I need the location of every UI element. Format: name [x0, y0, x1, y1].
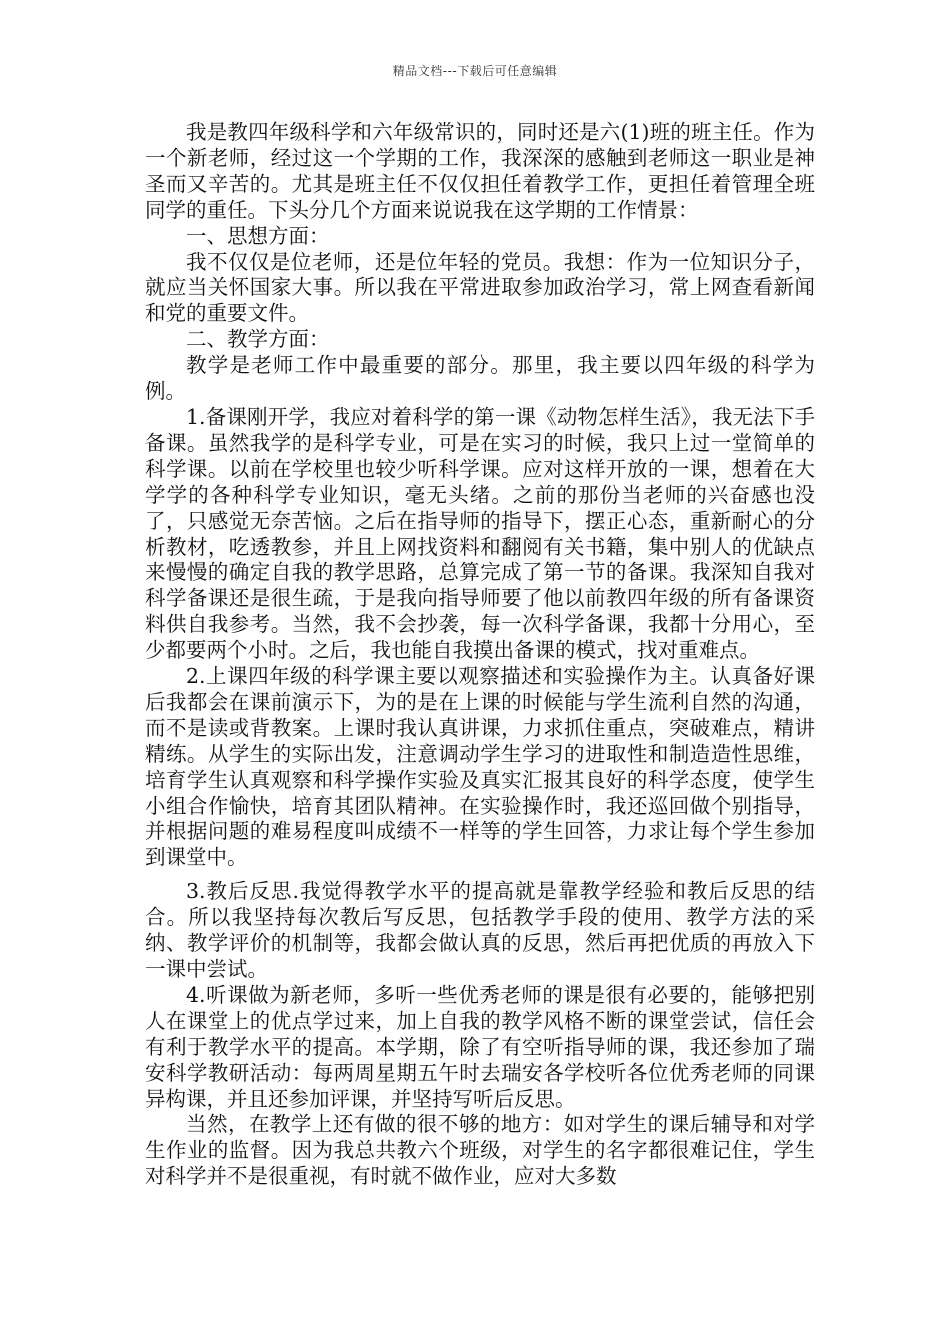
paragraph-reflection: 3.教后反思.我觉得教学水平的提高就是靠教学经验和教后反思的结合。所以我坚持每次教后写反思，包括教学手段的使用、教学方法的采纳、教学评价的机制等，我都会做认真的反思，然后再把优质的再放入下一课中尝试。: [145, 879, 815, 981]
paragraph-lesson-prep: 1.备课刚开学，我应对着科学的第一课《动物怎样生活》，我无法下手备课。虽然我学的是科学专业，可是在实习的时候，我只上过一堂简单的科学课。以前在学校里也较少听科学课。应对这样开放的一课，想着在大学学的各种科学专业知识，毫无头绪。之前的那份当老师的兴奋感也没了，只感觉无奈苦恼。之后在指导师的指导下，摆正心态，重新耐心的分析教材，吃透教参，并且上网找资料和翻阅有关书籍，集中别人的优缺点来慢慢的确定自我的教学思路，总算完成了第一节的备课。我深知自我对科学备课还是很生疏，于是我向指导师要了他以前教四年级的所有备课资料供自我参考。当然，我不会抄袭，每一次科学备课，我都十分用心，至少都要两个小时。之后，我也能自我摸出备课的模式，找对重难点。: [145, 404, 815, 663]
heading-teaching: 二、教学方面：: [186, 327, 330, 352]
document-body: [145, 120, 815, 1190]
paragraph-ideology: 我不仅仅是位老师，还是位年轻的党员。我想：作为一位知识分子，就应当关怀国家大事。所以我在平常进取参加政治学习，常上网查看新闻和党的重要文件。: [145, 249, 815, 326]
paragraph-observation: 4.听课做为新老师，多听一些优秀老师的课是很有必要的，能够把别人在课堂上的优点学过来，加上自我的教学风格不断的课堂尝试，信任会有利于教学水平的提高。本学期，除了有空听指导师的课，我还参加了瑞安科学教研活动：每两周星期五午时去瑞安各学校听各位优秀老师的同课异构课，并且还参加评课，并坚持写听后反思。: [145, 982, 815, 1111]
paragraph-intro: 我是教四年级科学和六年级常识的，同时还是六(1)班的班主任。作为一个新老师，经过这一个学期的工作，我深深的感触到老师这一职业是神圣而又辛苦的。尤其是班主任不仅仅担任着教学工作，更担任着管理全班同学的重任。下头分几个方面来说说我在这学期的工作情景：: [145, 120, 815, 222]
heading-ideology: 一、思想方面：: [186, 223, 330, 248]
paragraph-class-teaching: 2.上课四年级的科学课主要以观察描述和实验操作为主。认真备好课后我都会在课前演示下，为的是在上课的时候能与学生流利自然的沟通，而不是读或背教案。上课时我认真讲课，力求抓住重点，突破难点，精讲精练。从学生的实际出发，注意调动学生学习的进取性和制造造性思维，培育学生认真观察和科学操作实验及真实汇报其良好的科学态度，使学生小组合作愉快，培育其团队精神。在实验操作时，我还巡回做个别指导，并根据问题的难易程度叫成绩不一样等的学生回答，力求让每个学生参加到课堂中。: [145, 664, 815, 870]
paragraph-shortcomings: 当然，在教学上还有做的很不够的地方：如对学生的课后辅导和对学生作业的监督。因为我总共教六个班级，对学生的名字都很难记住，学生对科学并不是很重视，有时就不做作业，应对大多数: [145, 1112, 815, 1189]
page-header: 精品文档---下载后可任意编辑: [392, 64, 558, 78]
paragraph-teaching-intro: 教学是老师工作中最重要的部分。那里，我主要以四年级的科学为例。: [145, 353, 815, 404]
